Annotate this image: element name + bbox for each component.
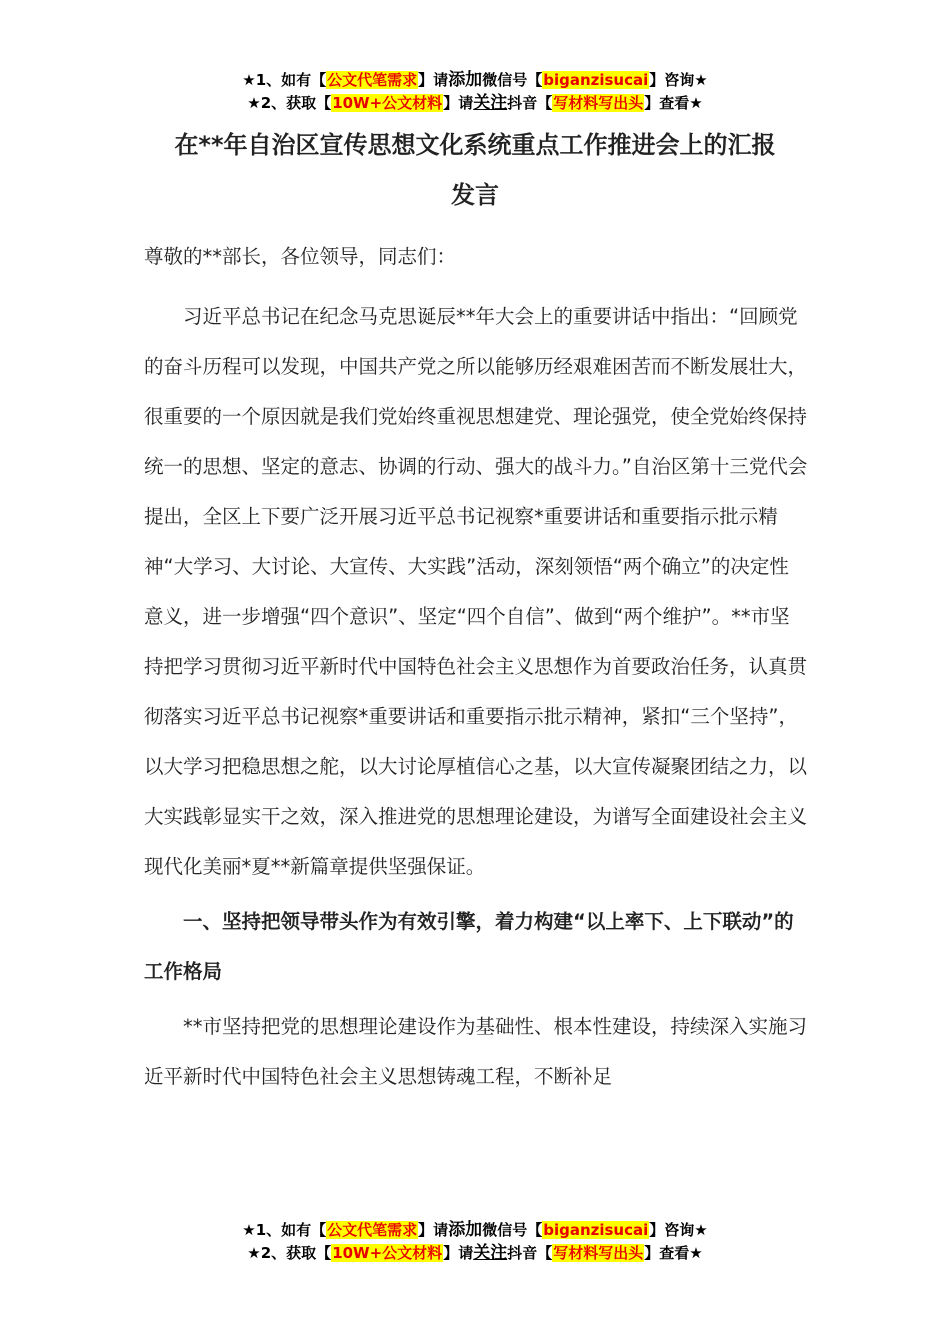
banner-emphasis: 关注 [473, 93, 508, 113]
banner-text: ★1、如有【 [242, 71, 327, 89]
banner-highlight: 10W+公文材料 [332, 1244, 443, 1262]
document-title-line-2: 发言 [451, 181, 499, 209]
banner-text: 抖音【 [507, 1244, 553, 1262]
banner-text: ★2、获取【 [247, 1244, 332, 1262]
banner-text: 微信号【 [482, 71, 543, 89]
banner-line-2 [0, 1242, 950, 1265]
banner-highlight: 公文代笔需求 [327, 71, 418, 89]
banner-text: 】咨询★ [649, 71, 708, 89]
banner-text: ★1、如有【 [242, 1221, 327, 1239]
banner-highlight: 10W+公文材料 [332, 94, 443, 112]
banner-emphasis: 关注 [473, 1243, 508, 1263]
banner-text: 】请 [443, 94, 474, 112]
banner-text: 抖音【 [507, 94, 553, 112]
document-title-line-1: 在**年自治区宣传思想文化系统重点工作推进会上的汇报 [174, 131, 776, 159]
paragraph-1: 习近平总书记在纪念马克思诞辰**年大会上的重要讲话中指出：“回顾党的奋斗历程可以发现，中国共产党之所以能够历经艰难困苦而不断发展壮大，很重要的一个原因就是我们党始终重视思想建党、理论强党，使全党始终保持统一的思想、坚定的意志、协调的行动、强大的战斗力。”自治区第十三党代会提出，全区上下要广泛开展习近平总书记视察*重要讲话和重要指示批示精神“大学习、大讨论、大宣传、大实践”活动，深刻领悟“两个确立”的决定性意义，进一步增强“四个意识”、坚定“四个自信”、做到“两个维护”。**市坚持把学习贯彻习近平新时代中国特色社会主义思想作为首要政治任务，认真贯彻落实习近平总书记视察*重要讲话和重要指示批示精神，紧扣“三个坚持”，以大学习把稳思想之舵，以大讨论厚植信心之基，以大宣传凝聚团结之力，以大实践彰显实干之效，深入推进党的思想理论建设，为谱写全面建设社会主义现代化美丽*夏**新篇章提供坚强保证。 [144, 305, 808, 878]
banner-text: 】查看★ [644, 1244, 703, 1262]
banner-highlight: 公文代笔需求 [327, 1221, 418, 1239]
top-banner [0, 69, 950, 115]
banner-text: 】请 [418, 1221, 449, 1239]
banner-emphasis: 添加 [448, 1220, 483, 1240]
banner-line-1 [0, 69, 950, 92]
banner-douyin-name: 写材料写出头 [553, 1244, 644, 1262]
banner-emphasis: 添加 [448, 70, 483, 90]
bottom-banner [0, 1219, 950, 1265]
document-body [144, 232, 808, 1102]
banner-text: 】请 [443, 1244, 474, 1262]
banner-text: 】请 [418, 71, 449, 89]
section-heading-1: 一、坚持把领导带头作为有效引擎，着力构建“以上率下、上下联动”的工作格局 [144, 910, 794, 983]
banner-text: 】咨询★ [649, 1221, 708, 1239]
banner-line-2 [0, 92, 950, 115]
banner-douyin-name: 写材料写出头 [553, 94, 644, 112]
banner-wechat-id: biganzisucai [543, 71, 649, 89]
banner-wechat-id: biganzisucai [543, 1221, 649, 1239]
banner-line-1 [0, 1219, 950, 1242]
salutation: 尊敬的**部长，各位领导，同志们： [144, 245, 457, 268]
banner-text: 】查看★ [644, 94, 703, 112]
banner-text: ★2、获取【 [247, 94, 332, 112]
banner-text: 微信号【 [482, 1221, 543, 1239]
paragraph-2: **市坚持把党的思想理论建设作为基础性、根本性建设，持续深入实施习近平新时代中国特色社会主义思想铸魂工程，不断补足 [144, 1015, 808, 1088]
